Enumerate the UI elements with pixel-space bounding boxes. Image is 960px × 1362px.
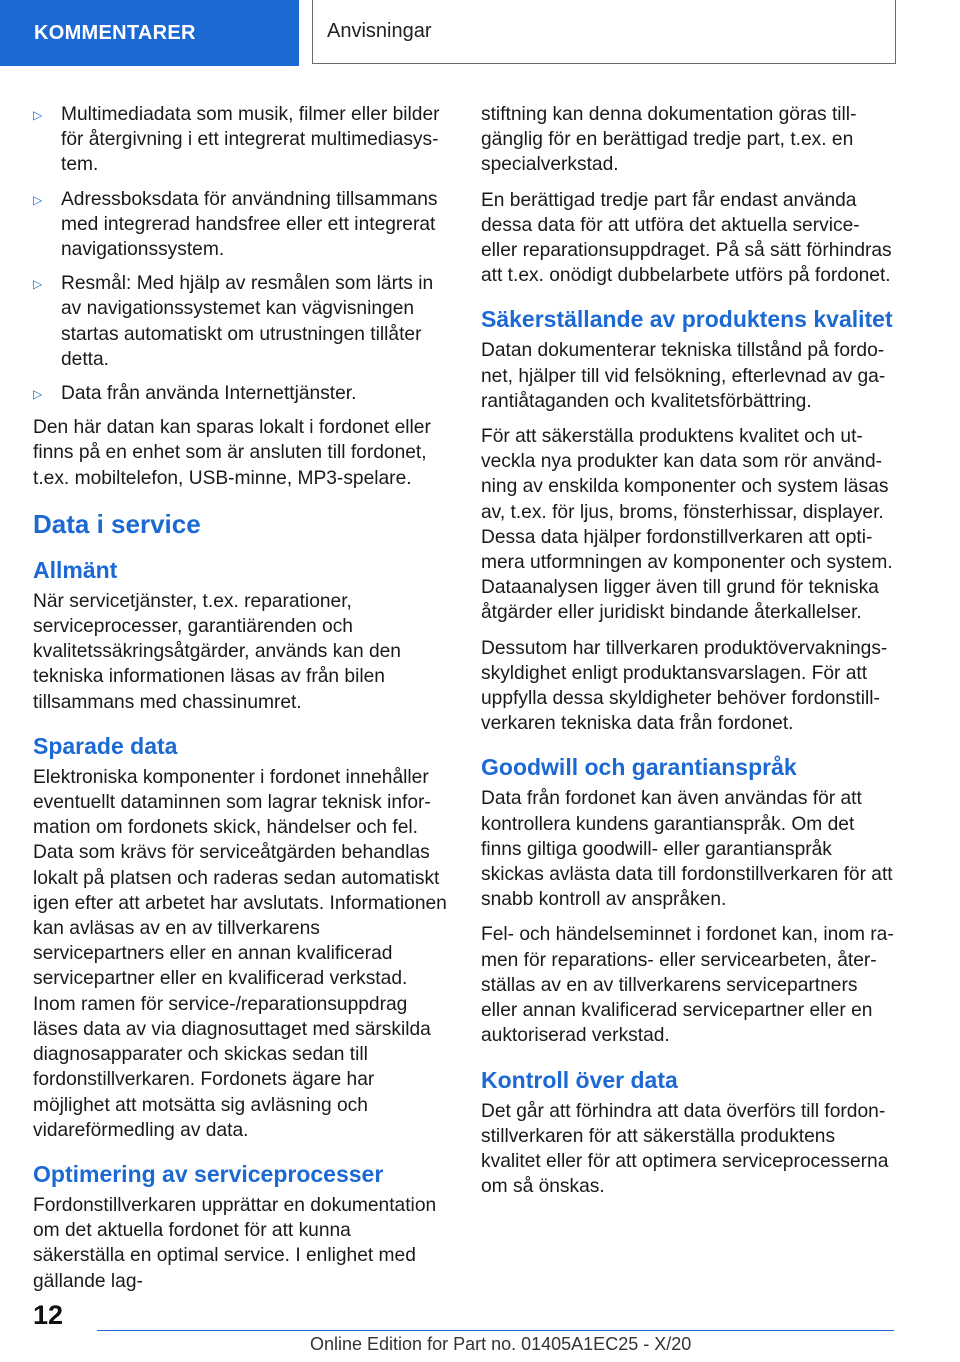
heading-general: Allmänt xyxy=(33,556,118,583)
list-item-text: Multimediadata som musik, filmer eller bilder för återgivning i ett integrerat multimediasystem. xyxy=(61,104,440,176)
paragraph-service-optimization: Fordonstillverkaren upprättar en dokumentation om det aktuella fordonet för att kunna säkerställa en optimal service. I enlighet med gällande lag- xyxy=(33,1194,437,1292)
heading-goodwill: Goodwill och garantianspråk xyxy=(481,754,797,781)
paragraph-third-party: En berättigad tredje part får endast använda dessa data för att utföra det aktuella service- eller reparationsuppdraget. På så sätt förhindras att t.ex. onödigt dubbelarbete utförs på fordonet. xyxy=(481,189,892,287)
heading-service-optimization: Optimering av serviceprocesser xyxy=(33,1160,384,1187)
triangle-right-icon: ▷ xyxy=(33,192,43,207)
heading-product-quality: Säkerställande av produktens kvalitet xyxy=(481,306,893,333)
list-item xyxy=(33,381,447,406)
heading-data-control: Kontroll över data xyxy=(481,1066,678,1093)
paragraph-goodwill-1: Data från fordonet kan även användas för att kontrollera kundens garantianspråk. Om det finns giltiga goodwill- eller garantianspråk skickas avlästa data till fordonstillverkaren för att snabb kontroll av anspråken. xyxy=(481,788,893,911)
list-item xyxy=(33,187,447,263)
page-number: 12 xyxy=(33,1300,64,1330)
list-item-text: Resmål: Med hjälp av resmålen som lärts in av navigationssystemet kan vägvisningen startas automatiskt om utrustningen tillåter detta. xyxy=(61,273,434,370)
list-item-text: Adressboksdata för användning tillsammans med integrerad handsfree eller ett integrerat navigationssystem. xyxy=(61,188,438,261)
list-item-text: Data från använda Internettjänster. xyxy=(61,383,357,405)
triangle-right-icon: ▷ xyxy=(33,387,43,402)
heading-data-in-service: Data i service xyxy=(33,508,201,539)
paragraph-general: När servicetjänster, t.ex. reparationer, serviceprocesser, garantiärenden och kvalitetssäkringsåtgärder, används kan den tekniska informationen läsas av från bilen tillsammans med chassinumret. xyxy=(33,590,401,713)
right-column xyxy=(481,102,895,1209)
paragraph-quality-2: För att säkerställa produktens kvalitet och utveckla nya produkter kan data som rör användning av enskilda komponenter och system läsas av, t.ex. för ljus, broms, fönsterhissar, displayer. Dessa data hjälper fordonstillverkaren att optimera utformningen av komponenter och system. Dataanalysen ligger även till grund för tekniska åtgärder eller juridiskt bindande återkallelser. xyxy=(481,426,893,624)
heading-saved-data: Sparade data xyxy=(33,732,178,759)
chapter-title: Anvisningar xyxy=(312,0,896,64)
list-item xyxy=(33,102,447,178)
footer-edition: Online Edition for Part no. 01405A1EC25 - X/20 xyxy=(310,1334,692,1354)
left-column xyxy=(33,102,447,1304)
list-item xyxy=(33,271,447,372)
section-tab: KOMMENTARER xyxy=(0,0,299,66)
paragraph-quality-1: Datan dokumenterar tekniska tillstånd på fordonet, hjälper till vid felsökning, efterlevnad av garantiåtaganden och kvalitetsförbättring. xyxy=(481,340,886,412)
paragraph-saved-data: Elektroniska komponenter i fordonet innehåller eventuellt dataminnen som lagrar teknisk information om fordonets skick, händelser och fel. Data som krävs för serviceåtgärden behandlas lokalt på platsen och raderas sedan automatiskt igen efter att arbetet har avslutats. Informationen kan avläsas av en av tillverkarens servicepartners eller en annan kvalificerad servicepartner eller en kvalificerad verkstad. Inom ramen för service-/reparationsuppdrag läses data av via diagnosuttaget med särskilda diagnosapparater och skickas sedan till fordonstillverkaren. Fordonets ägare har möjlighet att motsätta sig avläsning och vidareförmedling av data. xyxy=(33,766,447,1141)
paragraph-quality-3: Dessutom har tillverkaren produktövervakningsskyldighet enligt produktansvarslagen. För att uppfylla dessa skyldigheter behöver fordonstillverkaren tekniska data från fordonet. xyxy=(481,637,888,735)
paragraph-continued: stiftning kan denna dokumentation göras tillgänglig för en berättigad tredje part, t.ex. en specialverkstad. xyxy=(481,104,857,176)
bullet-list xyxy=(33,102,447,406)
paragraph-goodwill-2: Fel- och händelseminnet i fordonet kan, inom ramen för reparations- eller servicearbeten, återställas av en av tillverkarens servicepartners eller annan kvalificerad servicepartner eller en auktoriserad verkstad. xyxy=(481,924,894,1047)
paragraph-data-control: Det går att förhindra att data överförs till fordonstillverkaren för att säkerställa produktens kvalitet eller för att optimera serviceprocesserna om så önskas. xyxy=(481,1100,889,1198)
paragraph-data-storage: Den här datan kan sparas lokalt i fordonet eller finns på en enhet som är ansluten till fordonet, t.ex. mobiltelefon, USB-minne, MP3-spelare. xyxy=(33,417,431,489)
triangle-right-icon: ▷ xyxy=(33,108,43,122)
footer-divider xyxy=(97,1330,894,1331)
triangle-right-icon: ▷ xyxy=(33,277,43,292)
